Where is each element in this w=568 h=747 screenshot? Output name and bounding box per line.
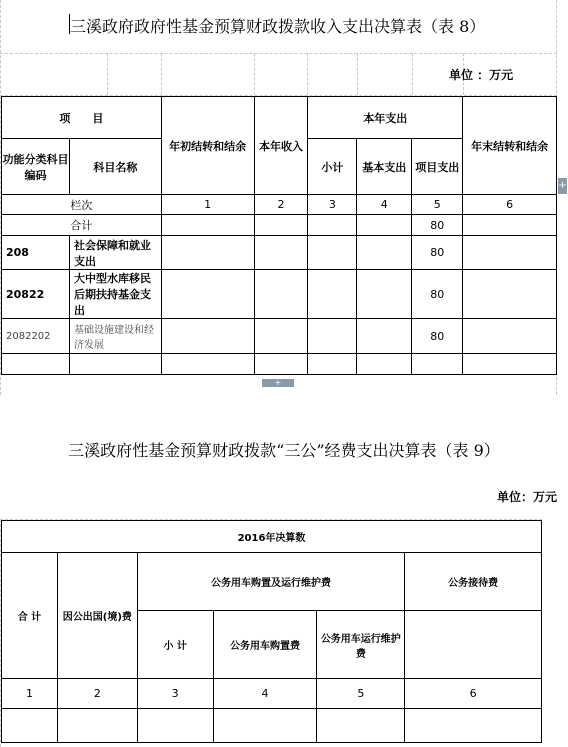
row-name: 大中型水库移民后期扶持基金支出 <box>69 270 161 319</box>
num-3: 3 <box>137 679 213 709</box>
header-income: 本年收入 <box>254 97 308 195</box>
number-row <box>2 679 542 709</box>
col-2: 2 <box>254 195 308 215</box>
header-subject-name: 科目名称 <box>69 139 161 195</box>
header-total: 合 计 <box>2 553 58 679</box>
row-code: 208 <box>2 236 70 270</box>
table9 <box>1 520 542 743</box>
header-reception: 公务接待费 <box>405 553 542 611</box>
header-year: 2016年决算数 <box>2 521 542 553</box>
col-1: 1 <box>161 195 254 215</box>
col-3: 3 <box>308 195 357 215</box>
header-subtotal: 小 计 <box>137 611 213 679</box>
header-vehicle-run: 公务用车运行维护费 <box>317 611 405 679</box>
header-item: 项 目 <box>2 97 162 139</box>
row-name: 社会保障和就业支出 <box>69 236 161 270</box>
col-5: 5 <box>412 195 463 215</box>
header-expense: 本年支出 <box>308 97 463 139</box>
num-2: 2 <box>57 679 137 709</box>
header-project: 项目支出 <box>412 139 463 195</box>
row-code: 2082202 <box>2 319 70 354</box>
row-name: 基础设施建设和经济发展 <box>69 319 161 354</box>
total-row <box>2 215 557 236</box>
header-vehicle: 公务用车购置及运行维护费 <box>137 553 404 611</box>
table9-title: 三溪政府性基金预算财政拨款“三公”经费支出决算表（表 9） <box>68 441 500 460</box>
insert-column-handle[interactable]: + <box>558 178 567 194</box>
table-row <box>2 709 542 743</box>
column-number-row <box>2 195 557 215</box>
header-abroad: 因公出国(境)费 <box>57 553 137 679</box>
total-label: 合计 <box>2 215 162 236</box>
table8-title: 三溪政府政府性基金预算财政拨款收入支出决算表（表 8） <box>70 17 486 36</box>
header-begin-balance: 年初结转和结余 <box>161 97 254 195</box>
total-project: 80 <box>412 215 463 236</box>
header-subtotal: 小计 <box>308 139 357 195</box>
table8-unit: 单位 ：万元 <box>449 68 514 82</box>
insert-row-handle[interactable]: + <box>262 379 294 387</box>
num-1: 1 <box>2 679 58 709</box>
table-row <box>2 236 557 270</box>
row-project: 80 <box>412 319 463 354</box>
header-basic: 基本支出 <box>357 139 412 195</box>
table-row <box>2 319 557 354</box>
num-6: 6 <box>405 679 542 709</box>
num-5: 5 <box>317 679 405 709</box>
header-vehicle-buy: 公务用车购置费 <box>213 611 317 679</box>
num-4: 4 <box>213 679 317 709</box>
header-end-balance: 年末结转和结余 <box>463 97 557 195</box>
table-row <box>2 354 557 375</box>
table8 <box>1 96 557 375</box>
table-row <box>2 270 557 319</box>
col-6: 6 <box>463 195 557 215</box>
row-project: 80 <box>412 270 463 319</box>
header-func-code: 功能分类科目编码 <box>2 139 70 195</box>
col-4: 4 <box>357 195 412 215</box>
row-code: 20822 <box>2 270 70 319</box>
row-project: 80 <box>412 236 463 270</box>
column-label: 栏次 <box>2 195 162 215</box>
table9-unit: 单位：万元 <box>497 490 558 504</box>
